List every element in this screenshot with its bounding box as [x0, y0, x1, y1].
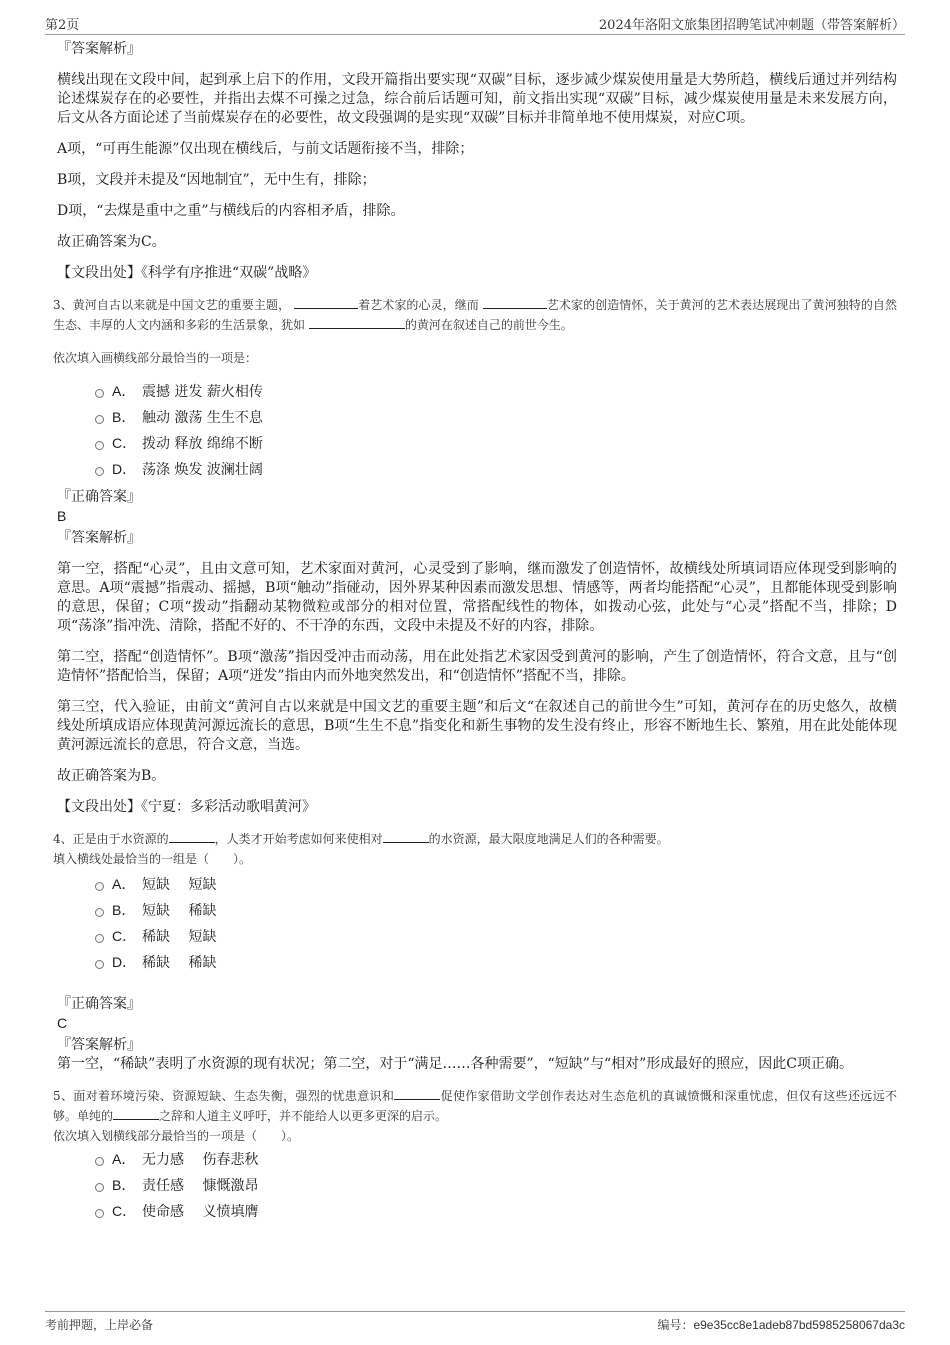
analysis-paragraph: A项，“可再生能源”仅出现在横线后，与前文话题衔接不当，排除； — [57, 141, 474, 157]
option-list — [95, 1146, 897, 1224]
question-prompt: 填入横线处最恰当的一组是（ ）。 — [53, 852, 252, 866]
analysis-paragraph: 横线出现在文段中间，起到承上启下的作用，文段开篇指出要实现“双碳”目标，逐步减少煤炭使用量是大势所趋，横线后通过并列结构论述煤炭存在的必要性，并指出去煤不可操之过急，综合前后话题可知，前文指出实现“双碳”目标，减少煤炭使用量是未来发展方向，后文从各方面论述了当前煤炭存在的必要性，故文段强调的是实现“双碳”目标并非简单地不使用煤炭，对应C项。 — [57, 72, 897, 126]
question-prompt: 依次填入画横线部分最恰当的一项是： — [53, 351, 258, 365]
option-b[interactable]: B． 短缺 稀缺 — [95, 897, 897, 923]
radio-icon[interactable] — [95, 415, 104, 424]
analysis-paragraph: B项，文段并未提及“因地制宜”，无中生有，排除； — [57, 172, 376, 188]
radio-icon[interactable] — [95, 389, 104, 398]
option-d[interactable]: D． 荡涤 焕发 波澜壮阔 — [95, 456, 897, 482]
radio-icon[interactable] — [95, 960, 104, 969]
source-citation: 【文段出处】《宁夏：多彩活动歌唱黄河》 — [57, 799, 316, 815]
option-c[interactable]: C． 稀缺 短缺 — [95, 923, 897, 949]
analysis-label: 『答案解析』 — [57, 530, 141, 546]
option-a[interactable]: A． 震撼 迸发 薪火相传 — [95, 378, 897, 404]
option-c[interactable]: C． 使命感 义愤填膺 — [95, 1198, 897, 1224]
option-b[interactable]: B． 触动 激荡 生生不息 — [95, 404, 897, 430]
fill-blank — [309, 316, 405, 329]
fill-blank — [113, 1107, 159, 1120]
fill-blank — [169, 830, 215, 843]
analysis-paragraph: 第一空，“稀缺”表明了水资源的现有状况；第二空，对于“满足……各种需要”，“短缺”与“相对”形成最好的照应，因此C项正确。 — [57, 1056, 853, 1072]
page-number: 第2页 — [45, 18, 80, 33]
question-prompt: 依次填入划横线部分最恰当的一项是（ ）。 — [53, 1129, 300, 1143]
fill-blank — [394, 1087, 440, 1100]
document-serial: 编号：e9e35cc8e1adeb87bd5985258067da3c — [657, 1318, 905, 1332]
source-citation: 【文段出处】《科学有序推进“双碳”战略》 — [57, 265, 317, 281]
analysis-section-q2 — [57, 40, 897, 283]
option-a[interactable]: A． 无力感 伤春悲秋 — [95, 1146, 897, 1172]
option-list — [95, 378, 897, 482]
radio-icon[interactable] — [95, 1157, 104, 1166]
question-stem: 5、面对着环境污染、资源短缺、生态失衡，强烈的忧患意识和 促使作家借助文学创作表达对生态危机的真诚愤慨和深重忧虑，但仅有这些还远远不够。单纯的 之辞和人道主义呼吁，并不能给人以更多更深的启示。 — [53, 1089, 897, 1123]
fill-blank — [294, 296, 358, 309]
correct-answer: B — [57, 508, 67, 524]
radio-icon[interactable] — [95, 1183, 104, 1192]
correct-answer-label: 『正确答案』 — [57, 996, 141, 1012]
radio-icon[interactable] — [95, 1209, 104, 1218]
fill-blank — [383, 830, 429, 843]
radio-icon[interactable] — [95, 908, 104, 917]
question-stem: 4、正是由于水资源的 ，人类才开始考虑如何来使相对 的水资源，最大限度地满足人们的各种需要。 — [53, 832, 669, 846]
document-title: 2024年洛阳文旅集团招聘笔试冲刺题（带答案解析） — [598, 18, 905, 33]
correct-answer: C — [57, 1015, 68, 1031]
option-list — [95, 871, 897, 975]
option-c[interactable]: C． 拨动 释放 绵绵不断 — [95, 430, 897, 456]
option-a[interactable]: A． 短缺 短缺 — [95, 871, 897, 897]
question-5 — [53, 1086, 897, 1224]
analysis-paragraph: 故正确答案为C。 — [57, 234, 166, 250]
page-footer — [45, 1311, 905, 1332]
correct-answer-label: 『正确答案』 — [57, 489, 141, 505]
radio-icon[interactable] — [95, 467, 104, 476]
footer-slogan: 考前押题，上岸必备 — [45, 1318, 154, 1332]
radio-icon[interactable] — [95, 934, 104, 943]
page-header — [45, 12, 905, 35]
radio-icon[interactable] — [95, 882, 104, 891]
analysis-paragraph: 第一空，搭配“心灵”，且由文意可知，艺术家面对黄河，心灵受到了影响，继而激发了创造情怀，故横线处所填词语应体现受到影响的意思。A项“震撼”指震动、摇撼，B项“触动”指碰动，因外界某种因素而激发思想、情感等，两者均能搭配“心灵”，且都能体现受到影响的意思，保留；C项“拨动”指翻动某物微粒或部分的相对位置，常搭配线性的物体，如拨动心弦，此处与“心灵”搭配不当，排除；D项“荡涤”指冲洗、清除，搭配不好的、不干净的东西，文段中未提及不好的内容，排除。 — [57, 561, 897, 634]
fill-blank — [483, 296, 547, 309]
analysis-label: 『答案解析』 — [57, 1037, 141, 1053]
analysis-label: 『答案解析』 — [57, 41, 141, 57]
analysis-paragraph: 第二空，搭配“创造情怀”。B项“激荡”指因受冲击而动荡，用在此处指艺术家因受到黄河的影响，产生了创造情怀，符合文意，且与“创造情怀”搭配恰当，保留；A项“迸发”指由内而外地突然发出，和“创造情怀”搭配不当，排除。 — [57, 649, 897, 684]
question-4 — [53, 829, 897, 1074]
question-3 — [53, 295, 897, 817]
option-b[interactable]: B． 责任感 慷慨激昂 — [95, 1172, 897, 1198]
analysis-paragraph: 故正确答案为B。 — [57, 768, 166, 784]
analysis-paragraph: D项，“去煤是重中之重”与横线后的内容相矛盾，排除。 — [57, 203, 405, 219]
question-stem: 3、黄河自古以来就是中国文艺的重要主题， 着艺术家的心灵，继而 艺术家的创造情怀，关于黄河的艺术表达展现出了黄河独特的自然生态、丰厚的人文内涵和多彩的生活景象，犹如 的黄河在叙述自己的前世今生。 — [53, 298, 897, 332]
radio-icon[interactable] — [95, 441, 104, 450]
document-body — [53, 40, 897, 1224]
option-d[interactable]: D． 稀缺 稀缺 — [95, 949, 897, 975]
analysis-paragraph: 第三空，代入验证，由前文“黄河自古以来就是中国文艺的重要主题”和后文“在叙述自己的前世今生”可知，黄河存在的历史悠久，故横线处所填成语应体现黄河源远流长的意思，B项“生生不息”指变化和新生事物的发生没有终止，形容不断地生长、繁殖，用在此处能体现黄河源远流长的意思，符合文意，当选。 — [57, 699, 897, 753]
